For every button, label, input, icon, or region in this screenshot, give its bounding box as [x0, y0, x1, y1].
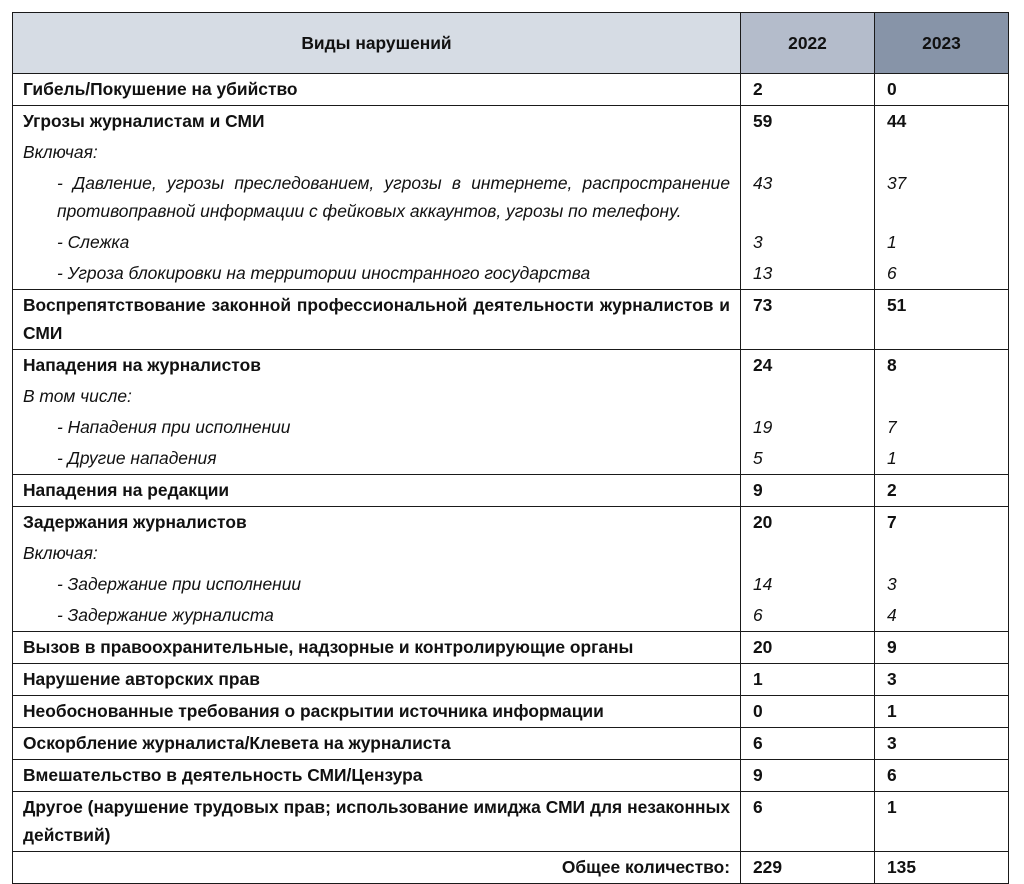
row-label: Гибель/Покушение на убийство [13, 74, 741, 106]
row-label: Необоснованные требования о раскрытии источника информации [13, 696, 741, 728]
table-row [13, 569, 1009, 600]
value-2023: 7 [875, 412, 1009, 443]
value-2022: 9 [741, 475, 875, 507]
table-row [13, 475, 1009, 507]
header-year-2023: 2023 [875, 13, 1009, 74]
value-2023: 37 [875, 168, 1009, 227]
value-2022: 2 [741, 74, 875, 106]
row-subheading: Включая: [13, 137, 741, 168]
value-2023: 3 [875, 664, 1009, 696]
row-sub-label: - Давление, угрозы преследованием, угрозы в интернете, распространение противоправной информации с фейковых аккаунтов, угрозы по телефону. [13, 168, 741, 227]
value-2023: 1 [875, 227, 1009, 258]
header-violation-types: Виды нарушений [13, 13, 741, 74]
row-sub-label: - Слежка [13, 227, 741, 258]
table-row [13, 664, 1009, 696]
value-2022: 59 [741, 106, 875, 138]
table-row [13, 443, 1009, 475]
value-2022: 13 [741, 258, 875, 290]
value-2023: 2 [875, 475, 1009, 507]
header-row [13, 13, 1009, 74]
table-row [13, 227, 1009, 258]
value-2023: 1 [875, 443, 1009, 475]
table-row [13, 696, 1009, 728]
empty-cell [875, 137, 1009, 168]
value-2022: 6 [741, 792, 875, 852]
total-row [13, 852, 1009, 884]
value-2022: 73 [741, 290, 875, 350]
table-row [13, 600, 1009, 632]
table-row [13, 106, 1009, 138]
table-row [13, 792, 1009, 852]
table-row [13, 74, 1009, 106]
value-2022: 5 [741, 443, 875, 475]
total-label: Общее количество: [13, 852, 741, 884]
row-subheading: Включая: [13, 538, 741, 569]
value-2023: 1 [875, 792, 1009, 852]
value-2023: 3 [875, 569, 1009, 600]
value-2023: 1 [875, 696, 1009, 728]
value-2022: 24 [741, 350, 875, 382]
value-2022: 20 [741, 507, 875, 539]
table-row [13, 168, 1009, 227]
table-row [13, 728, 1009, 760]
value-2023: 6 [875, 760, 1009, 792]
value-2022: 6 [741, 728, 875, 760]
table-row [13, 760, 1009, 792]
table-row [13, 350, 1009, 382]
total-2022: 229 [741, 852, 875, 884]
row-sub-label: - Задержание журналиста [13, 600, 741, 632]
value-2023: 4 [875, 600, 1009, 632]
table-row [13, 538, 1009, 569]
value-2022: 6 [741, 600, 875, 632]
value-2023: 8 [875, 350, 1009, 382]
table-row [13, 412, 1009, 443]
value-2022: 1 [741, 664, 875, 696]
violations-table [12, 12, 1009, 884]
row-label: Воспрепятствование законной профессиональной деятельности журналистов и СМИ [13, 290, 741, 350]
row-label: Угрозы журналистам и СМИ [13, 106, 741, 138]
value-2023: 9 [875, 632, 1009, 664]
row-label: Нападения на редакции [13, 475, 741, 507]
empty-cell [875, 538, 1009, 569]
value-2023: 44 [875, 106, 1009, 138]
table-row [13, 632, 1009, 664]
table-row [13, 137, 1009, 168]
empty-cell [741, 381, 875, 412]
empty-cell [875, 381, 1009, 412]
value-2022: 9 [741, 760, 875, 792]
row-sub-label: - Другие нападения [13, 443, 741, 475]
row-label: Нападения на журналистов [13, 350, 741, 382]
row-label: Оскорбление журналиста/Клевета на журналиста [13, 728, 741, 760]
row-label: Задержания журналистов [13, 507, 741, 539]
header-year-2022: 2022 [741, 13, 875, 74]
row-label: Вызов в правоохранительные, надзорные и контролирующие органы [13, 632, 741, 664]
empty-cell [741, 137, 875, 168]
row-sub-label: - Угроза блокировки на территории иностранного государства [13, 258, 741, 290]
value-2022: 0 [741, 696, 875, 728]
row-sub-label: - Задержание при исполнении [13, 569, 741, 600]
value-2022: 43 [741, 168, 875, 227]
empty-cell [741, 538, 875, 569]
row-label: Другое (нарушение трудовых прав; использование имиджа СМИ для незаконных действий) [13, 792, 741, 852]
table-row [13, 258, 1009, 290]
row-label: Нарушение авторских прав [13, 664, 741, 696]
value-2023: 51 [875, 290, 1009, 350]
value-2022: 20 [741, 632, 875, 664]
value-2023: 6 [875, 258, 1009, 290]
table-row [13, 290, 1009, 350]
table-row [13, 507, 1009, 539]
table-row [13, 381, 1009, 412]
value-2023: 3 [875, 728, 1009, 760]
value-2022: 19 [741, 412, 875, 443]
value-2022: 3 [741, 227, 875, 258]
value-2023: 7 [875, 507, 1009, 539]
row-label: Вмешательство в деятельность СМИ/Цензура [13, 760, 741, 792]
total-2023: 135 [875, 852, 1009, 884]
row-subheading: В том числе: [13, 381, 741, 412]
value-2023: 0 [875, 74, 1009, 106]
value-2022: 14 [741, 569, 875, 600]
row-sub-label: - Нападения при исполнении [13, 412, 741, 443]
